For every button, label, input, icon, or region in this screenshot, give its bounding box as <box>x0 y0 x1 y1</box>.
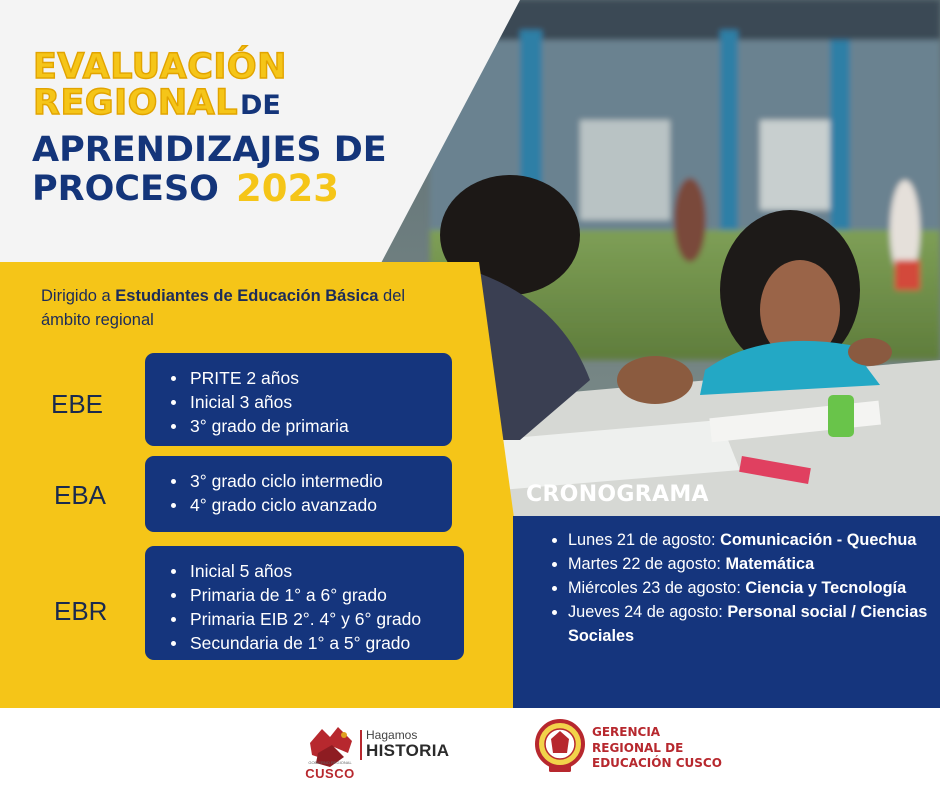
logo-separator <box>360 730 362 760</box>
schedule-item <box>550 576 930 600</box>
schedule-date: Martes 22 de agosto: <box>568 555 726 573</box>
schedule-date: Miércoles 23 de agosto: <box>568 579 746 597</box>
grec-line3: EDUCACIÓN CUSCO <box>592 756 722 770</box>
schedule-subject: Matemática <box>725 555 815 573</box>
audience-suffix: del ámbito regional <box>41 287 406 329</box>
level-eba-box <box>145 456 452 532</box>
level-ebe-item: Inicial 3 años <box>167 390 438 414</box>
audience-text <box>41 284 421 332</box>
level-ebe-label: EBE <box>51 389 104 419</box>
headline <box>0 0 940 300</box>
schedule-item <box>550 528 930 552</box>
grec-seal-icon <box>535 717 585 775</box>
schedule-date: Lunes 21 de agosto: <box>568 531 721 549</box>
slogan-bottom: HISTORIA <box>366 741 450 760</box>
footer <box>0 708 940 788</box>
level-ebr-item: Primaria EIB 2°. 4° y 6° grado <box>167 607 450 631</box>
schedule-list <box>550 528 930 648</box>
schedule-title: CRONOGRAMA <box>526 482 709 507</box>
headline-line3: APRENDIZAJES DE <box>32 130 387 170</box>
level-ebr-box <box>145 546 464 660</box>
headline-year: 2023 <box>236 167 339 210</box>
headline-line4: PROCESO <box>32 169 219 209</box>
schedule-subject: Personal social / Ciencias Sociales <box>568 603 928 645</box>
level-eba-label: EBA <box>54 480 107 510</box>
level-ebe-item: 3° grado de primaria <box>167 414 438 438</box>
schedule-subject: Ciencia y Tecnología <box>745 579 907 597</box>
slogan-top: Hagamos <box>366 728 418 742</box>
grec-line1: GERENCIA <box>592 725 661 739</box>
audience-bold: Estudiantes de Educación Básica <box>115 287 379 305</box>
cusco-logo-small-text: GOBIERNO REGIONAL <box>308 760 352 765</box>
cusco-logo-text: CUSCO <box>305 766 355 781</box>
headline-line1: EVALUACIÓN <box>33 47 287 87</box>
headline-line2: REGIONAL <box>33 83 239 123</box>
schedule-date: Jueves 24 de agosto: <box>568 603 728 621</box>
level-eba-item: 4° grado ciclo avanzado <box>167 493 438 517</box>
level-eba-item: 3° grado ciclo intermedio <box>167 469 438 493</box>
audience-prefix: Dirigido a <box>41 287 116 305</box>
schedule-item <box>550 552 930 576</box>
headline-de: DE <box>240 90 281 121</box>
level-ebr-item: Inicial 5 años <box>167 559 450 583</box>
schedule-subject: Comunicación - Quechua <box>720 531 917 549</box>
grec-line2: REGIONAL DE <box>592 740 684 755</box>
level-ebr-item: Secundaria de 1° a 5° grado <box>167 631 450 655</box>
level-ebe-item: PRITE 2 años <box>167 366 438 390</box>
level-ebr-item: Primaria de 1° a 6° grado <box>167 583 450 607</box>
level-ebr-label: EBR <box>54 596 108 626</box>
level-ebe-box <box>145 353 452 446</box>
grec-text <box>592 725 722 772</box>
schedule-item <box>550 600 930 648</box>
